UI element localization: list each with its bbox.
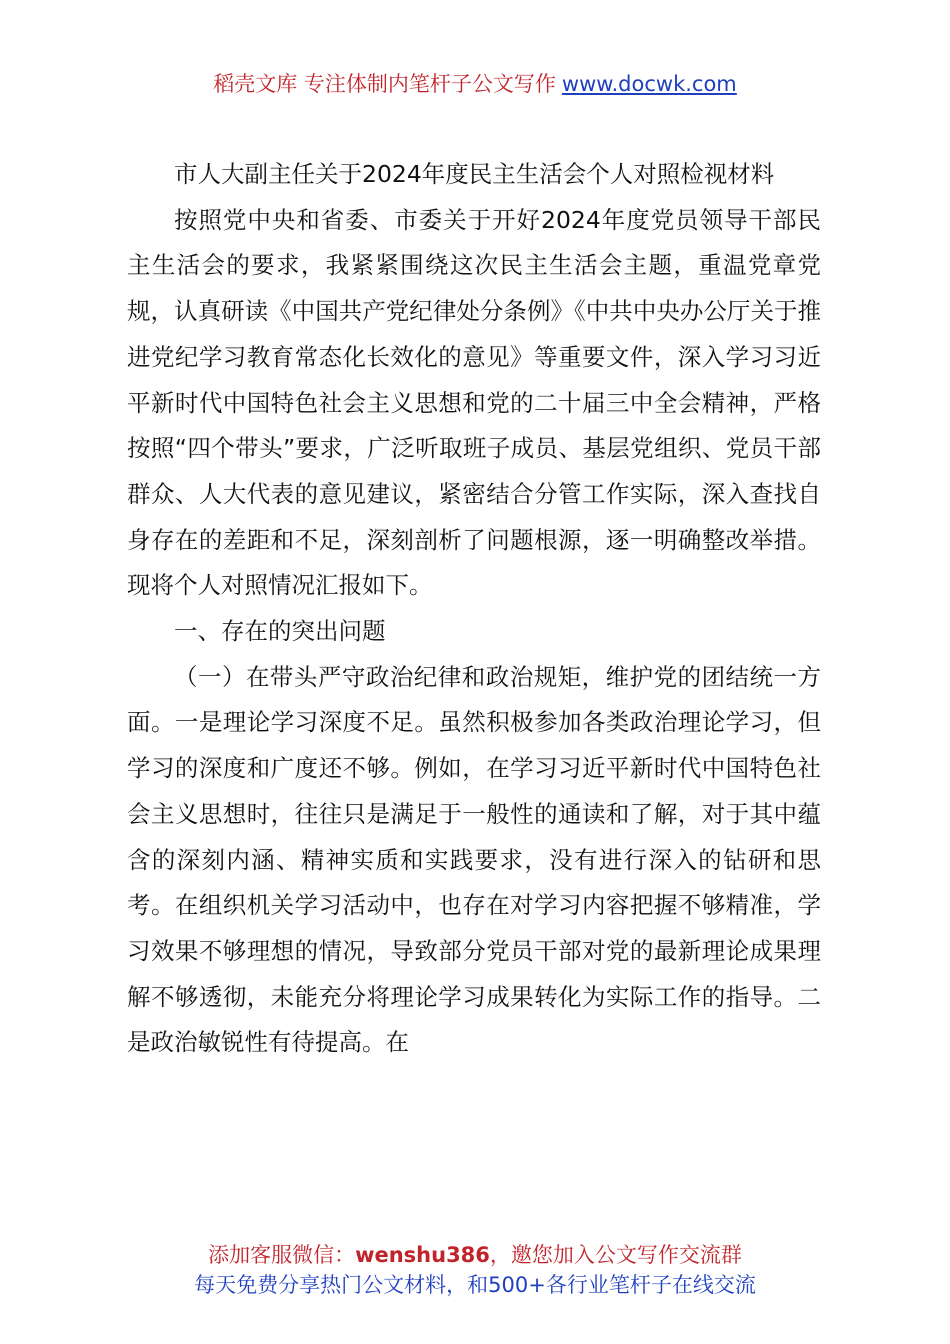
brand-text: 稻壳文库 专注体制内笔杆子公文写作 — [213, 72, 556, 96]
footer-promo-line: 每天免费分享热门公文材料，和500+各行业笔杆子在线交流 — [194, 1273, 756, 1297]
footer-wechat-line — [0, 1240, 950, 1270]
section-paragraph: （一）在带头严守政治纪律和政治规矩，维护党的团结统一方面。一是理论学习深度不足。虽然积极参加各类政治理论学习，但学习的深度和广度还不够。例如，在学习习近平新时代中国特色社会主义思想时，往往只是满足于一般性的通读和了解，对于其中蕴含的深刻内涵、精神实质和实践要求，没有进行深入的钻研和思考。在组织机关学习活动中，也存在对学习内容把握不够精准，学习效果不够理想的情况，导致部分党员干部对党的最新理论成果理解不够透彻，未能充分将理论学习成果转化为实际工作的指导。二是政治敏锐性有待提高。在 — [127, 662, 821, 1057]
document-title: 市人大副主任关于2024年度民主生活会个人对照检视材料 — [174, 160, 775, 188]
watermark-header — [0, 66, 950, 102]
section-heading: 一、存在的突出问题 — [174, 617, 386, 646]
footer-suffix: ，邀您加入公文写作交流群 — [489, 1243, 742, 1267]
document-body — [127, 152, 821, 1066]
intro-paragraph: 按照党中央和省委、市委关于开好2024年度党员领导干部民主生活会的要求，我紧紧围绕这次民主生活会主题，重温党章党规，认真研读《中国共产党纪律处分条例》《中共中央办公厅关于推进党纪学习教育常态化长效化的意见》等重要文件，深入学习习近平新时代中国特色社会主义思想和党的二十届三中全会精神，严格按照“四个带头”要求，广泛听取班子成员、基层党组织、党员干部群众、人大代表的意见建议，紧密结合分管工作实际，深入查找自身存在的差距和不足，深刻剖析了问题根源，逐一明确整改举措。现将个人对照情况汇报如下。 — [127, 205, 821, 600]
wechat-id: wenshu386 — [355, 1243, 490, 1267]
site-link[interactable]: www.docwk.com — [561, 72, 737, 96]
footer-prefix: 添加客服微信： — [208, 1243, 356, 1267]
